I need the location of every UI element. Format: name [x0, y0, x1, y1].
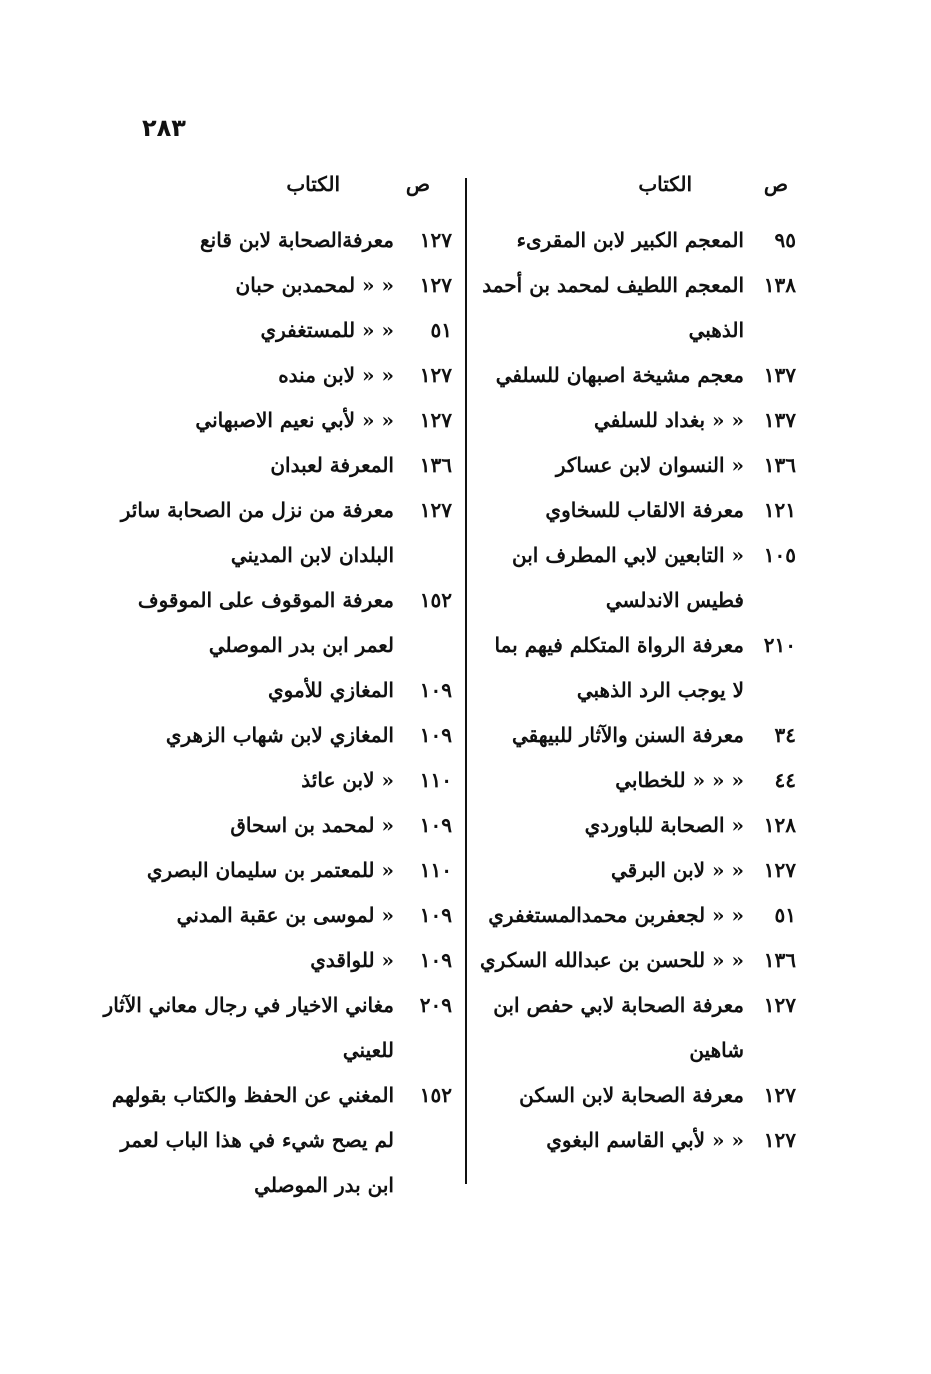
entry-page-number: ١٢٨ [763, 813, 796, 837]
entry-title: « « لابن البرقي [610, 858, 744, 882]
index-entry [478, 938, 796, 983]
index-entry [478, 803, 796, 848]
entry-title: المعرفة لعبدان [270, 453, 394, 477]
index-entry [478, 353, 796, 398]
entry-title: « لمحمد بن اسحاق [230, 813, 394, 837]
entry-title: معجم مشيخة اصبهان للسلفي [495, 363, 744, 387]
page-column-header: ص [763, 172, 788, 196]
index-entry [478, 1073, 796, 1118]
index-entry [100, 1073, 452, 1208]
left-column-header [100, 172, 452, 204]
entry-page-number: ٥١ [774, 903, 796, 927]
entry-page-number: ٩٥ [774, 228, 796, 252]
entry-page-number: ١٠٩ [419, 723, 452, 747]
entry-title: « « للحسن بن عبدالله السكري [480, 948, 744, 972]
entry-page-number: ١٣٧ [763, 363, 796, 387]
entry-page-number: ١٢٧ [763, 858, 796, 882]
entry-title: المغازي للأموي [268, 678, 394, 702]
entry-page-number: ١٢٧ [763, 993, 796, 1017]
entry-page-number: ١٠٩ [419, 903, 452, 927]
entry-page-number: ١٢٧ [419, 498, 452, 522]
index-entry [100, 218, 452, 263]
index-entry [478, 398, 796, 443]
entry-page-number: ٢١٠ [763, 633, 796, 657]
index-entry [100, 758, 452, 803]
entry-page-number: ١٢٧ [763, 1083, 796, 1107]
entry-title: « « للمستغفري [260, 318, 394, 342]
index-entry [100, 668, 452, 713]
entry-title: معرفة الالقاب للسخاوي [545, 498, 744, 522]
entry-title: « « « للخطابي [615, 768, 744, 792]
entry-title: « الصحابة للباوردي [584, 813, 744, 837]
book-column-header: الكتاب [286, 172, 340, 196]
entry-page-number: ١٣٦ [763, 453, 796, 477]
index-entry [478, 533, 796, 623]
entry-title: معرفة الصحابة لابي حفص ابن شاهين [493, 993, 744, 1062]
entry-title: « النسوان لابن عساكر [555, 453, 744, 477]
index-entry [100, 353, 452, 398]
entry-page-number: ١٢١ [763, 498, 796, 522]
index-entry [100, 938, 452, 983]
page-number: ٢٨٣ [142, 114, 186, 142]
index-entry [100, 263, 452, 308]
entry-page-number: ١٥٢ [419, 588, 452, 612]
entry-page-number: ١٢٧ [419, 363, 452, 387]
entry-title: معرفة الصحابة لابن السكن [519, 1083, 744, 1107]
entry-page-number: ١٣٦ [419, 453, 452, 477]
index-entry [100, 848, 452, 893]
index-entry [478, 848, 796, 893]
entry-page-number: ١٢٧ [419, 228, 452, 252]
entry-page-number: ١٠٩ [419, 948, 452, 972]
entry-title: « للواقدي [310, 948, 394, 972]
entry-title: « التابعين لابي المطرف ابن فطيس الاندلسي [512, 543, 744, 612]
index-entry [100, 398, 452, 443]
entry-title: معرفة من نزل من الصحابة سائر البلدان لابن المديني [120, 498, 394, 567]
index-entry [478, 758, 796, 803]
entry-page-number: ٣٤ [774, 723, 796, 747]
entry-title: معرفةالصحابة لابن قانع [200, 228, 394, 252]
entry-title: « للمعتمر بن سليمان البصري [146, 858, 394, 882]
entry-page-number: ١٢٧ [419, 408, 452, 432]
index-entry [478, 488, 796, 533]
entry-title: المغني عن الحفظ والكتاب بقولهم لم يصح شيء في هذا الباب لعمر ابن بدر الموصلي [111, 1083, 394, 1197]
column-divider [465, 178, 467, 1184]
entry-title: المغازي لابن شهاب الزهري [165, 723, 394, 747]
entry-page-number: ٢٠٩ [419, 993, 452, 1017]
book-column-header: الكتاب [638, 172, 692, 196]
entry-title: « « لمحمدبن حبان [235, 273, 394, 297]
index-entry [478, 623, 796, 713]
entry-title: « « لأبي نعيم الاصبهاني [195, 408, 394, 432]
entry-page-number: ١٢٧ [419, 273, 452, 297]
entry-title: مغاني الاخيار في رجال معاني الآثار للعيني [103, 993, 394, 1062]
index-entry [478, 1118, 796, 1163]
index-entry [100, 893, 452, 938]
index-entry [478, 263, 796, 353]
index-entry [478, 893, 796, 938]
entry-title: المعجم الكبير لابن المقرىء [516, 228, 744, 252]
entry-page-number: ٥١ [430, 318, 452, 342]
entry-page-number: ١٣٧ [763, 408, 796, 432]
entry-page-number: ١٥٢ [419, 1083, 452, 1107]
index-entry [100, 443, 452, 488]
index-entry [478, 713, 796, 758]
right-column-header [478, 172, 796, 204]
entry-page-number: ١٠٩ [419, 813, 452, 837]
index-entry [100, 488, 452, 578]
index-entry [100, 803, 452, 848]
index-entry [100, 578, 452, 668]
entry-title: « لابن عائذ [301, 768, 394, 792]
left-entries [100, 218, 452, 1208]
index-entry [100, 308, 452, 353]
entry-page-number: ١٢٧ [763, 1128, 796, 1152]
entry-title: معرفة الموقوف على الموقوف لعمر ابن بدر الموصلي [137, 588, 394, 657]
entry-title: « « لابن منده [278, 363, 394, 387]
entry-page-number: ١١٠ [419, 858, 452, 882]
entry-page-number: ١٠٥ [763, 543, 796, 567]
entry-page-number: ١١٠ [419, 768, 452, 792]
entry-title: معرفة الرواة المتكلم فيهم بما لا يوجب الرد الذهبي [494, 633, 744, 702]
index-entry [478, 218, 796, 263]
entry-title: « « بغداد للسلفي [593, 408, 744, 432]
index-entry [100, 713, 452, 758]
entry-page-number: ١٣٦ [763, 948, 796, 972]
entry-page-number: ١٠٩ [419, 678, 452, 702]
index-entry [478, 443, 796, 488]
page-column-header: ص [405, 172, 430, 196]
right-entries [478, 218, 796, 1163]
index-entry [100, 983, 452, 1073]
entry-page-number: ١٣٨ [763, 273, 796, 297]
entry-title: « « لأبي القاسم البغوي [546, 1128, 744, 1152]
entry-title: « لموسى بن عقبة المدني [176, 903, 394, 927]
index-entry [478, 983, 796, 1073]
entry-title: معرفة السنن والآثار للبيهقي [511, 723, 744, 747]
entry-page-number: ٤٤ [774, 768, 796, 792]
entry-title: « « لجعفربن محمدالمستغفري [488, 903, 744, 927]
entry-title: المعجم اللطيف لمحمد بن أحمد الذهبي [482, 273, 744, 342]
